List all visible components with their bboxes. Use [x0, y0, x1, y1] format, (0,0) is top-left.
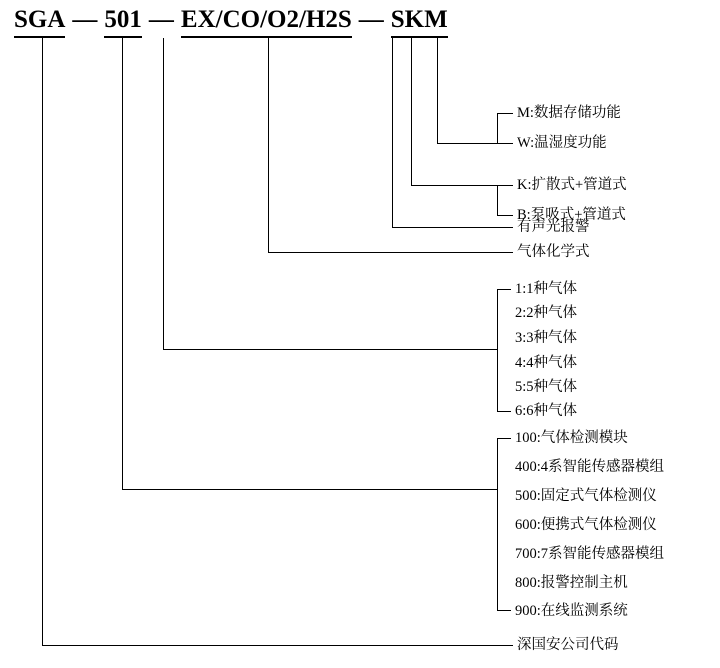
connector-company: [42, 645, 513, 646]
leader-line-company: [42, 38, 43, 646]
leader-line-gas-count: [163, 38, 164, 350]
label-sampling-0: K:扩散式+管道式: [517, 177, 627, 193]
connector-series: [122, 489, 497, 490]
bracket-tick-sampling-1: [497, 215, 513, 216]
label-sampling-1: B:泵吸式+管道式: [517, 207, 626, 223]
bracket-tick-sampling-0: [497, 185, 513, 186]
connector-function: [437, 143, 497, 144]
label-gas-count-0: 1:1种气体: [515, 281, 578, 297]
connector-sampling: [411, 185, 497, 186]
code-segment-series: 501: [104, 6, 142, 38]
label-company-0: 深国安公司代码: [517, 637, 619, 653]
connector-gas-count: [163, 349, 497, 350]
code-segment-function: M: [424, 6, 448, 38]
connector-alarm: [392, 227, 513, 228]
bracket-spine-sampling: [497, 185, 498, 215]
label-alarm-0: 有声光报警: [517, 219, 590, 235]
label-function-0: M:数据存储功能: [517, 105, 621, 121]
label-gas-count-3: 4:4种气体: [515, 355, 578, 371]
code-separator-2: —: [148, 6, 174, 33]
label-series-6: 900:在线监测系统: [515, 603, 628, 619]
bracket-tick-function-0: [497, 113, 513, 114]
model-code-line: [14, 6, 448, 38]
bracket-spine-series: [497, 438, 498, 610]
connector-gas-formula: [268, 252, 513, 253]
code-segment-sampling: SK: [391, 6, 424, 38]
bracket-tick-function-1: [497, 143, 513, 144]
label-gas-count-2: 3:3种气体: [515, 330, 578, 346]
label-gas-count-1: 2:2种气体: [515, 305, 578, 321]
label-series-3: 600:便携式气体检测仪: [515, 517, 657, 533]
code-segment-brand: SGA: [14, 6, 65, 38]
bracket-spine-function: [497, 113, 498, 143]
leader-line-sampling: [411, 38, 412, 186]
label-series-4: 700:7系智能传感器模组: [515, 546, 665, 562]
code-separator-1: —: [72, 6, 98, 33]
bracket-spine-gas-count: [497, 289, 498, 411]
label-series-1: 400:4系智能传感器模组: [515, 459, 665, 475]
bracket-tick-gas-count-0: [497, 289, 511, 290]
label-function-1: W:温湿度功能: [517, 135, 607, 151]
code-separator-3: —: [358, 6, 384, 33]
label-series-0: 100:气体检测模块: [515, 430, 628, 446]
label-gas-formula-0: 气体化学式: [517, 244, 590, 260]
label-gas-count-5: 6:6种气体: [515, 403, 578, 419]
bracket-tick-series-0: [497, 438, 511, 439]
label-series-2: 500:固定式气体检测仪: [515, 488, 657, 504]
bracket-tick-series-6: [497, 610, 511, 611]
leader-line-series: [122, 38, 123, 490]
leader-line-gas-formula: [268, 38, 269, 252]
label-series-5: 800:报警控制主机: [515, 575, 628, 591]
leader-line-alarm: [392, 38, 393, 227]
code-segment-gas-formula: EX/CO/O2/H2S: [181, 6, 352, 38]
label-gas-count-4: 5:5种气体: [515, 379, 578, 395]
bracket-tick-gas-count-5: [497, 411, 511, 412]
leader-line-function: [437, 38, 438, 144]
